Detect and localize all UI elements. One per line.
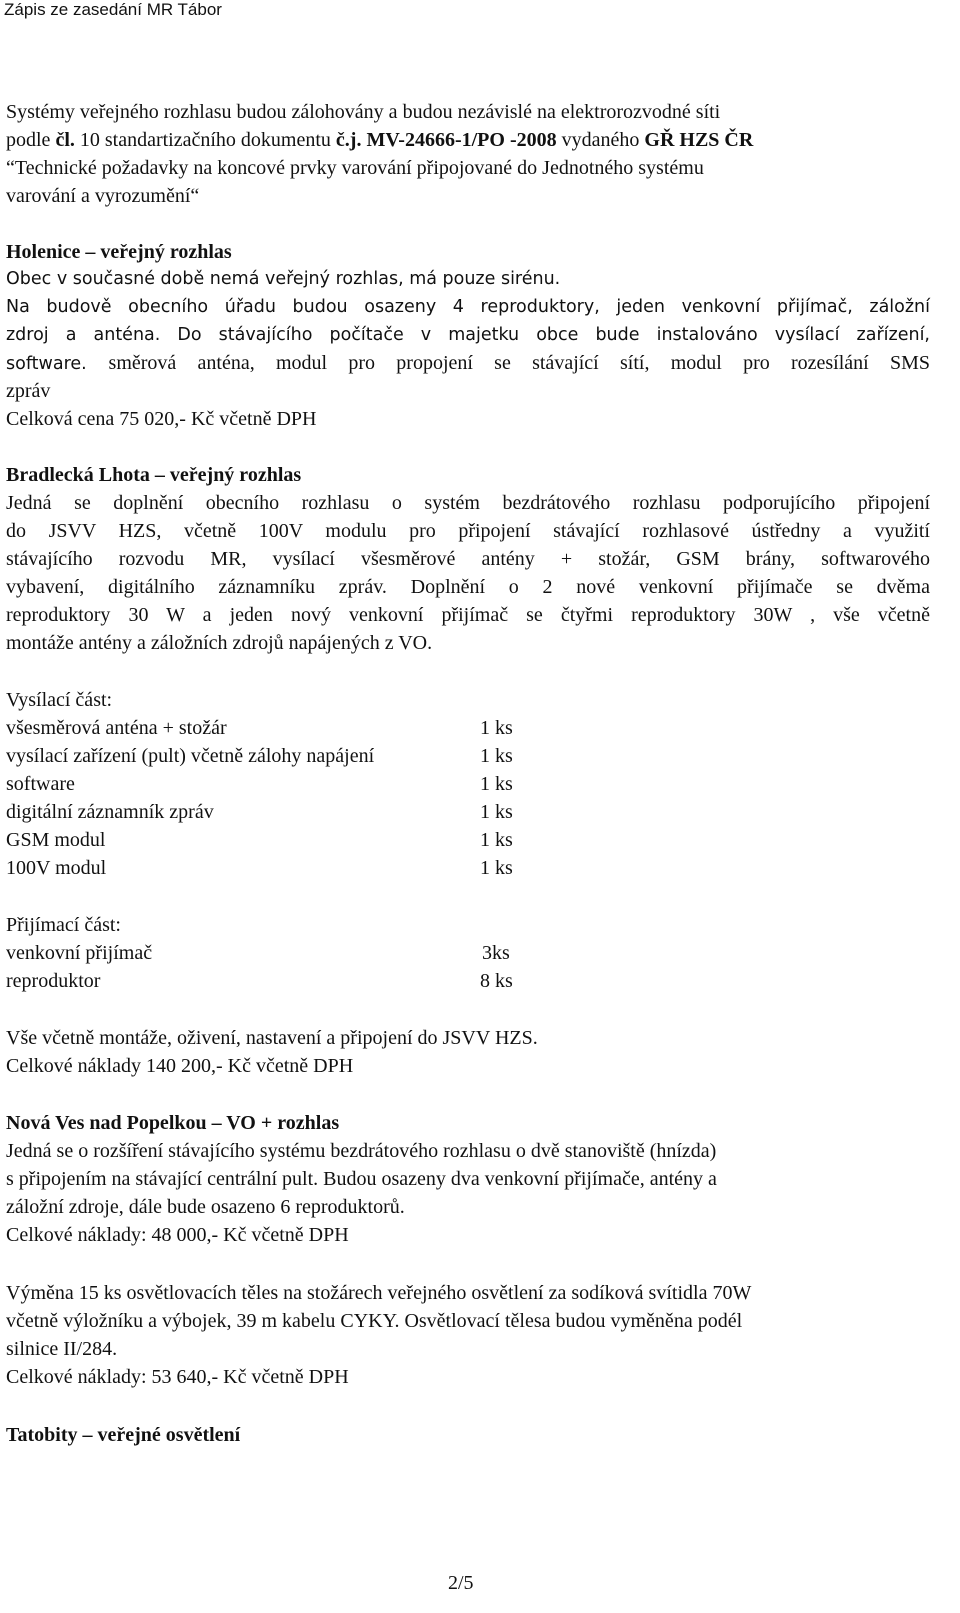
lighting-line-1: Výměna 15 ks osvětlovacích těles na stožárech veřejného osvětlení za sodíková svítidla 70W [6,1282,752,1304]
list-item [6,827,606,853]
item-qty: 1 ks [480,857,513,879]
item-qty: 3ks [482,942,510,964]
list-item [6,771,606,797]
item-qty: 1 ks [480,745,513,767]
intro-text: vydaného [556,129,645,151]
holenice-line-2: Na budově obecního úřadu budou osazeny 4 reproduktory, jeden venkovní přijímač, záložní [6,297,930,317]
lighting-cost: Celkové náklady: 53 640,- Kč včetně DPH [6,1366,349,1388]
holenice-text: směrová anténa, modul pro propojení se stávající sítí, modul pro rozesílání SMS [108,352,931,374]
holenice-line-3: zdroj a anténa. Do stávajícího počítače v majetku obce bude instalováno vysílací zařízení, [6,325,930,345]
novaves-line-1: Jedná se o rozšíření stávajícího systému bezdrátového rozhlasu o dvě stanoviště (hnízda) [6,1140,717,1162]
intro-line-3: “Technické požadavky na koncové prvky varování připojované do Jednotného systému [6,157,704,179]
tatobity-heading: Tatobity – veřejné osvětlení [6,1424,241,1446]
holenice-line-5: zpráv [6,380,51,402]
novaves-heading: Nová Ves nad Popelkou – VO + rozhlas [6,1112,340,1134]
transmit-section-title: Vysílací část: [6,689,113,711]
intro-text: podle [6,129,56,151]
bradlecka-heading: Bradlecká Lhota – veřejný rozhlas [6,464,302,486]
item-name: software [6,773,75,795]
item-qty: 1 ks [480,829,513,851]
intro-line-4: varování a vyrozumění“ [6,185,200,207]
bradlecka-text: vybavení, digitálního záznamníku zpráv. [6,576,387,598]
intro-bold-cl: čl. [55,129,75,151]
holenice-price: Celková cena 75 020,- Kč včetně DPH [6,408,317,430]
document-header: Zápis ze zasedání MR Tábor [4,0,222,19]
novaves-line-3: záložní zdroje, dále bude osazeno 6 reproduktorů. [6,1196,405,1218]
bradlecka-summary: Vše včetně montáže, oživení, nastavení a připojení do JSVV HZS. [6,1027,538,1049]
novaves-line-2: s připojením na stávající centrální pult. Budou osazeny dva venkovní přijímače, antény a [6,1168,717,1190]
intro-bold-authority: GŘ HZS ČR [644,129,754,151]
item-name: digitální záznamník zpráv [6,801,214,823]
page-number: 2/5 [448,1572,474,1594]
intro-line-1: Systémy veřejného rozhlasu budou zálohovány a budou nezávislé na elektrorozvodné síti [6,101,721,123]
list-item [6,940,606,966]
item-qty: 1 ks [480,717,513,739]
list-item [6,855,606,881]
item-name: všesměrová anténa + stožár [6,717,227,739]
list-item [6,743,606,769]
list-item [6,968,606,994]
holenice-text: software. [6,354,109,374]
holenice-line-4 [6,350,930,377]
bradlecka-text: Doplnění o 2 nové venkovní přijímače se dvěma [386,576,930,598]
bradlecka-line-1: Jedná se doplnění obecního rozhlasu o systém bezdrátového rozhlasu podporujícího připojení [6,492,930,514]
item-qty: 8 ks [480,970,513,992]
receive-section-title: Přijímací část: [6,914,121,936]
bradlecka-cost: Celkové náklady 140 200,- Kč včetně DPH [6,1055,354,1077]
item-qty: 1 ks [480,801,513,823]
bradlecka-line-5: reproduktory 30 W a jeden nový venkovní přijímač se čtyřmi reproduktory 30W , vše včetně [6,604,930,626]
novaves-cost: Celkové náklady: 48 000,- Kč včetně DPH [6,1224,349,1246]
item-qty: 1 ks [480,773,513,795]
intro-bold-ref: MV-24666-1/PO -2008 [361,129,557,151]
bradlecka-line-4 [6,574,930,600]
item-name: vysílací zařízení (pult) včetně zálohy napájení [6,745,375,767]
intro-text: 10 standartizačního dokumentu [74,129,336,151]
holenice-heading: Holenice – veřejný rozhlas [6,241,232,263]
bradlecka-line-6: montáže antény a záložních zdrojů napájených z VO. [6,632,433,654]
bradlecka-line-2: do JSVV HZS, včetně 100V modulu pro připojení stávající rozhlasové ústředny a využití [6,520,930,542]
intro-line-2 [6,127,753,153]
holenice-line-1: Obec v současné době nemá veřejný rozhlas, má pouze sirénu. [6,269,561,289]
lighting-line-2: včetně výložníku a výbojek, 39 m kabelu CYKY. Osvětlovací tělesa budou vyměněna podél [6,1310,743,1332]
lighting-line-3: silnice II/284. [6,1338,118,1360]
bradlecka-line-3: stávajícího rozvodu MR, vysílací všesměrové antény + stožár, GSM brány, softwarového [6,548,930,570]
item-name: venkovní přijímač [6,942,153,964]
list-item [6,715,606,741]
list-item [6,799,606,825]
item-name: 100V modul [6,857,107,879]
item-name: GSM modul [6,829,106,851]
intro-bold-cj: č.j. [335,129,362,151]
item-name: reproduktor [6,970,101,992]
